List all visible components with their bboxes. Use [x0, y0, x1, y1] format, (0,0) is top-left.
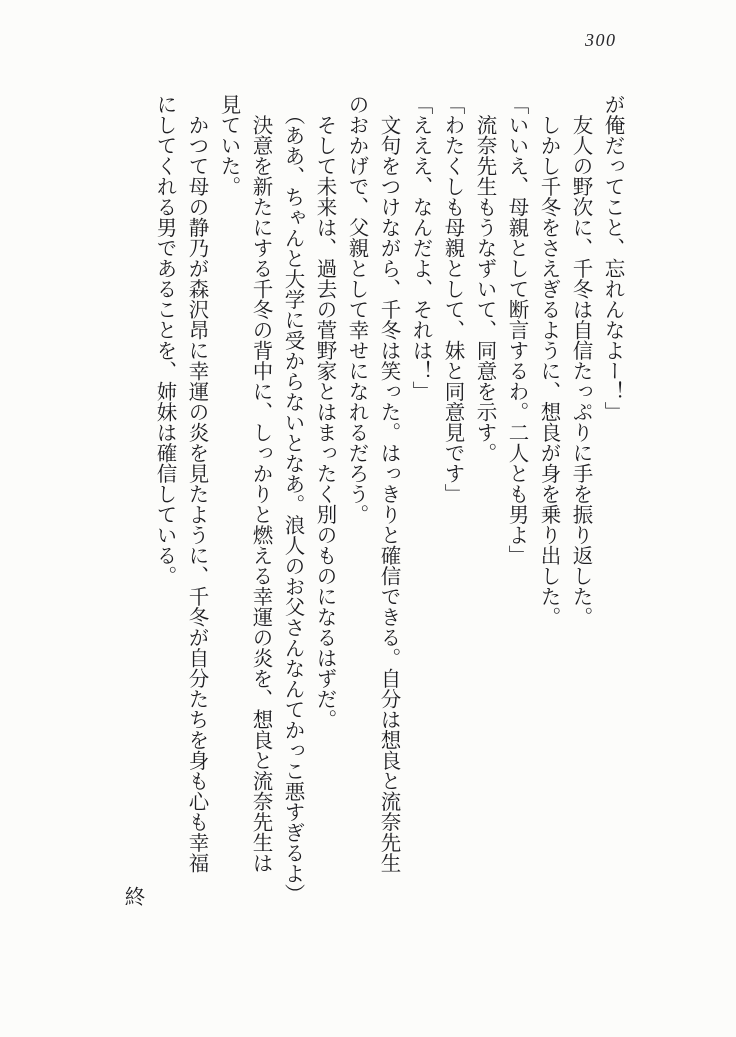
text-line: そして未来は、過去の菅野家とはまったく別のものになるはずだ。 [313, 94, 335, 730]
end-mark: 終 [121, 885, 143, 906]
text-line: にしてくれる男であることを、姉妹は確信している。 [153, 94, 175, 586]
text-line: （ああ、ちゃんと大学に受からないとなあ。浪人のお父さんなんてかっこ悪すぎるよ） [281, 94, 303, 904]
text-line: 文句をつけながら、千冬は笑った。はっきりと確信できる。自分は想良と流奈先生 [377, 94, 399, 873]
text-line: 「えええ、なんだよ、それは！」 [409, 94, 431, 402]
text-line: のおかげで、父親として幸せになれるだろう。 [345, 94, 367, 525]
text-line: かつて母の静乃が森沢昂に幸運の炎を見たように、千冬が自分たちを身も心も幸福 [185, 94, 207, 873]
text-line: 見ていた。 [217, 94, 239, 197]
text-line: 「いいえ、母親として断言するわ。二人とも男よ」 [505, 94, 527, 566]
text-line: が俺だってこと、忘れんなよー！」 [601, 94, 623, 422]
text-line: 友人の野次に、千冬は自信たっぷりに手を振り返した。 [569, 94, 591, 627]
text-line: 決意を新たにする千冬の背中に、しっかりと燃える幸運の炎を、想良と流奈先生は [249, 94, 271, 873]
page-number: 300 [585, 30, 617, 50]
text-line: しかし千冬をさえぎるように、想良が身を乗り出した。 [537, 94, 559, 627]
text-line: 流奈先生もうなずいて、同意を示す。 [473, 94, 495, 463]
text-line: 「わたくしも母親として、妹と同意見です」 [441, 94, 463, 504]
vertical-text-block [116, 94, 628, 938]
